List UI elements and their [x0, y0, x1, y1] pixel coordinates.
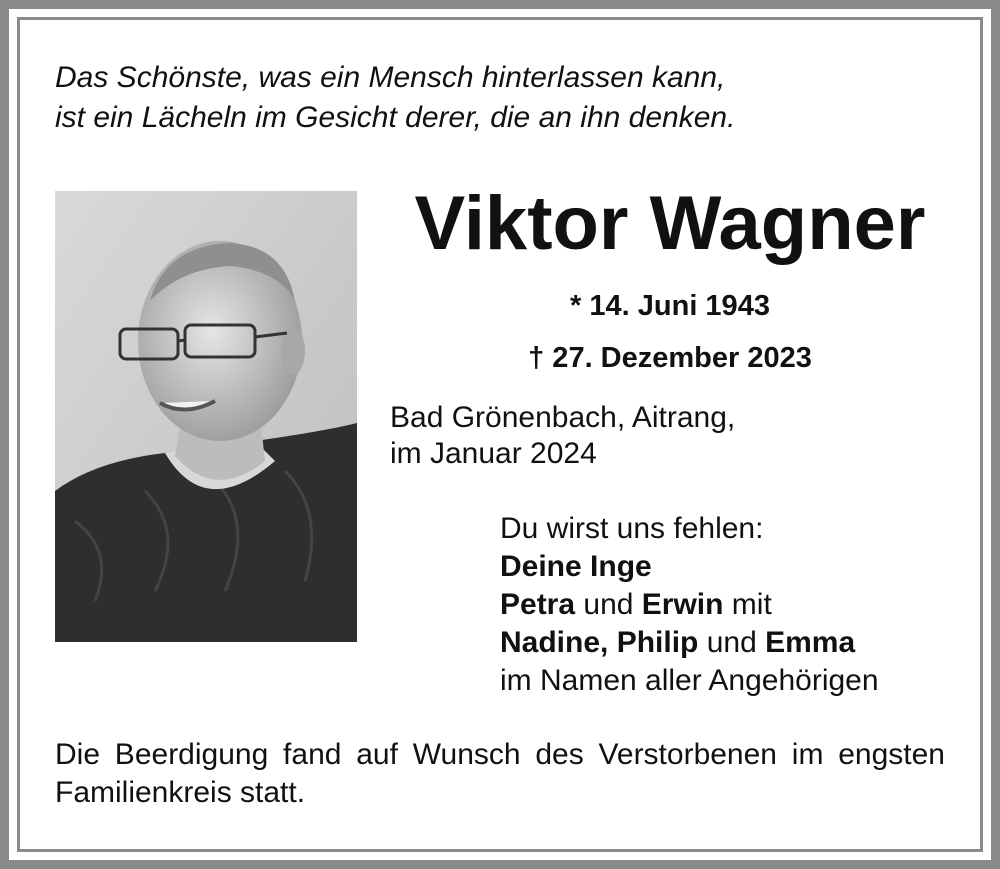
deceased-name: Viktor Wagner	[414, 181, 926, 266]
mourner-emma: Emma	[765, 626, 856, 659]
mourners-closing: im Namen aller Angehörigen	[500, 664, 879, 697]
place-and-date	[390, 400, 950, 472]
place-line-1: Bad Grönenbach, Aitrang,	[390, 401, 736, 434]
life-dates	[420, 280, 920, 384]
quote-line-2: ist ein Lächeln im Gesicht derer, die an ihn denken.	[55, 101, 736, 134]
connector-and: und	[698, 626, 766, 659]
memorial-quote	[55, 58, 935, 138]
birth-date: * 14. Juni 1943	[570, 290, 770, 322]
quote-line-1: Das Schönste, was ein Mensch hinterlassen kann,	[55, 61, 726, 94]
death-date: † 27. Dezember 2023	[528, 342, 812, 374]
mourner-line-2	[500, 586, 970, 624]
funeral-note: Die Beerdigung fand auf Wunsch des Verstorbenen im engsten Familienkreis statt.	[55, 738, 945, 809]
mourner-grandchildren: Nadine, Philip	[500, 626, 699, 659]
mourners-list	[500, 510, 970, 700]
mourner-erwin: Erwin	[641, 588, 724, 621]
mourner-spouse	[500, 548, 970, 586]
place-line-2: im Januar 2024	[390, 437, 597, 470]
connector-and: und	[575, 588, 642, 621]
connector-with: mit	[723, 588, 772, 621]
mourner-line-3	[500, 624, 970, 662]
mourner-petra: Petra	[500, 588, 576, 621]
portrait-photo	[55, 191, 357, 642]
mourners-intro: Du wirst uns fehlen:	[500, 512, 764, 545]
spouse-name: Deine Inge	[500, 550, 652, 583]
